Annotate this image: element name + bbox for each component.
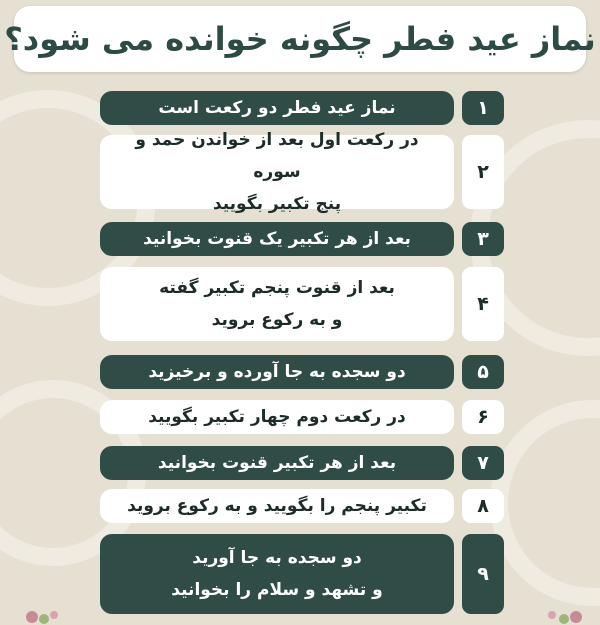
step-row [100,446,489,480]
step-text-line: در رکعت دوم چهار تکبیر بگویید [148,407,406,427]
page-title: نماز عید فطر چگونه خوانده می شود؟ [4,20,596,58]
step-text-line: نماز عید فطر دو رکعت است [158,98,396,118]
step-text [100,400,454,434]
step-text [100,91,454,125]
step-number: ۶ [462,400,504,434]
step-text [100,267,454,341]
step-row [100,130,489,214]
step-number: ۸ [462,489,504,523]
step-row [100,222,489,256]
step-text-line: بعد از هر تکبیر قنوت بخوانید [157,453,397,473]
step-text-line: بعد از قنوت پنجم تکبیر گفته [159,278,395,298]
step-number: ۵ [462,355,504,389]
step-text-line: تکبیر پنجم را بگویید و به رکوع بروید [127,496,427,516]
step-text-line: بعد از هر تکبیر یک قنوت بخوانید [143,229,411,249]
step-row [100,400,489,434]
step-text [100,355,454,389]
flower-decoration-right-icon [540,601,588,625]
step-text-line: و به رکوع بروید [211,310,343,330]
step-text [100,446,454,480]
step-number: ۲ [462,135,504,209]
step-number: ۱ [462,91,504,125]
step-text-line: در رکعت اول بعد از خواندن حمد و سوره [135,130,419,182]
step-number: ۹ [462,534,504,614]
step-text-line: و تشهد و سلام را بخوانید [171,580,383,600]
step-text-line: پنج تکبیر بگویید [212,194,342,214]
step-text [100,534,454,614]
step-row [100,355,489,389]
step-row [100,91,489,125]
step-row [100,534,489,614]
step-row [100,267,489,341]
step-text [100,222,454,256]
step-row [100,489,489,523]
step-number: ۳ [462,222,504,256]
step-text [100,130,454,214]
step-text-line: دو سجده به جا آورید [192,548,362,568]
step-number: ۴ [462,267,504,341]
step-number: ۷ [462,446,504,480]
flower-decoration-left-icon [18,601,66,625]
step-text [100,489,454,523]
step-text-line: دو سجده به جا آورده و برخیزید [148,362,406,382]
